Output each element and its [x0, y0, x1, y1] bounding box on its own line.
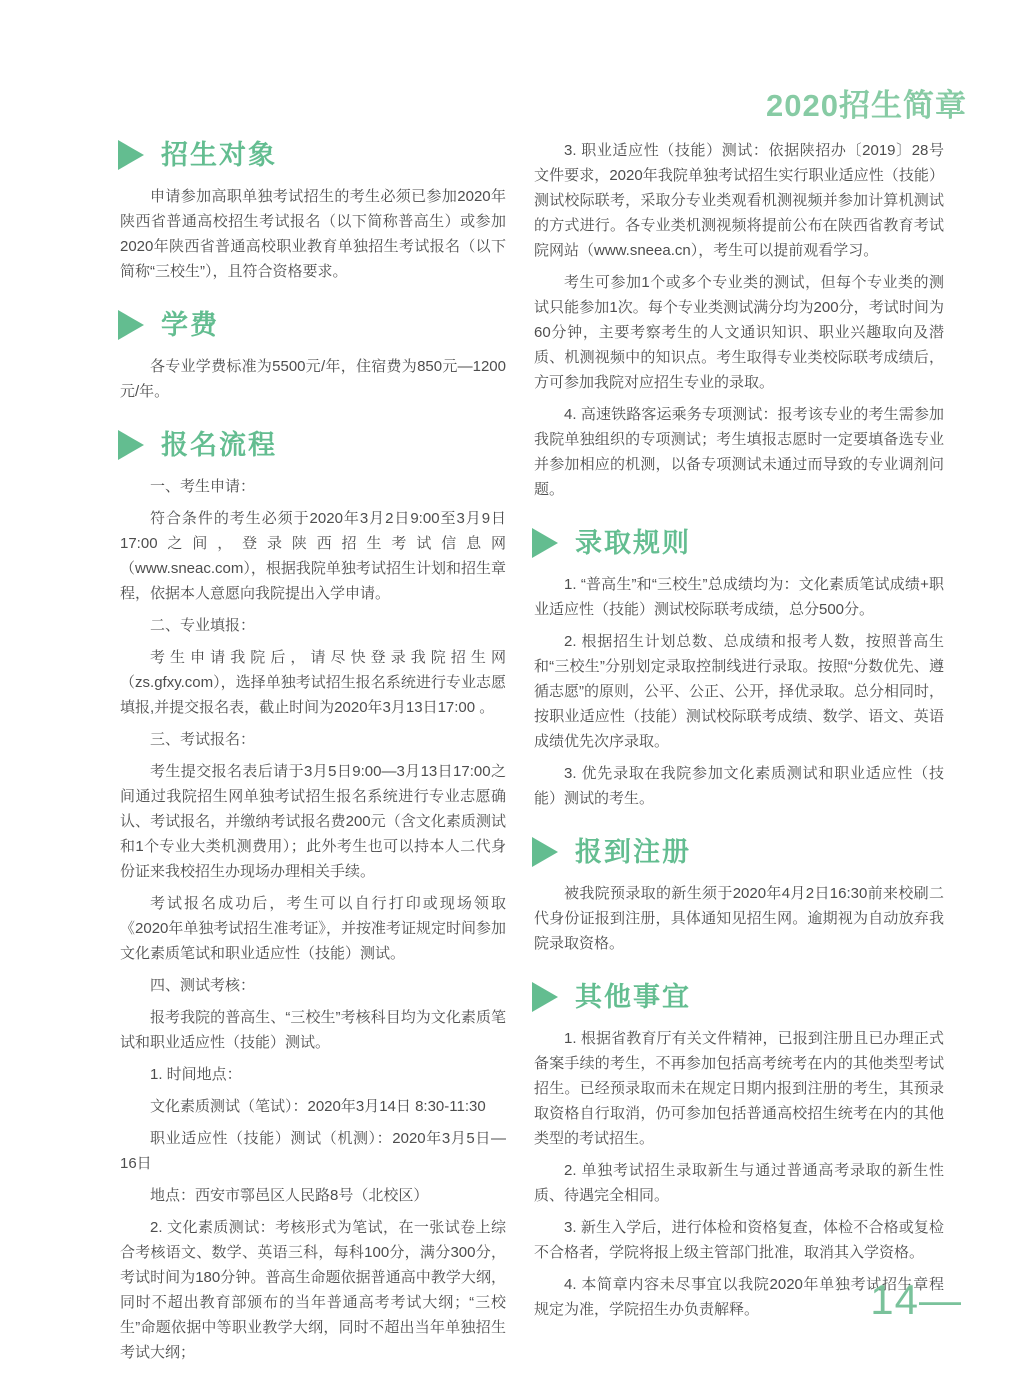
- paragraph: 2. 文化素质测试：考核形式为笔试，在一张试卷上综合考核语文、数学、英语三科，每科100分，满分300分，考试时间为180分钟。普高生命题依据普通高中教学大纲，同时不超出教育部颁布的当年普通高考考试大纲；“三校生”命题依据中等职业教学大纲，同时不超出当年单独招生考试大纲；: [120, 1219, 506, 1361]
- triangle-bullet-icon: [532, 837, 558, 867]
- section-admission-targets: [120, 138, 506, 284]
- section-header: [532, 526, 944, 560]
- paragraph: 3. 新生入学后，进行体检和资格复查，体检不合格或复检不合格者，学院将报上级主管部门批准，取消其入学资格。: [534, 1219, 944, 1261]
- section-header: [532, 980, 944, 1014]
- right-column: [534, 136, 944, 1372]
- triangle-bullet-icon: [118, 310, 144, 340]
- paragraph: 1. 时间地点：: [150, 1066, 242, 1083]
- paragraph: 考生提交报名表后请于3月5日9:00—3月13日17:00之间通过我院招生网单独考试招生报名系统进行专业志愿确认、考试报名，并缴纳考试报名费200元（含文化素质测试和1个专业大类机测费用）；此外考生也可以持本人二代身份证来我校招生办现场办理相关手续。: [120, 763, 506, 880]
- section-tuition: [120, 308, 506, 404]
- content-columns: [120, 136, 944, 1372]
- paragraph: 考生可参加1个或多个专业类的测试，但每个专业类的测试只能参加1次。每个专业类测试满分均为200分，考试时间为60分钟，主要考察考生的人文通识知识、职业兴趣取向及潜质、机测视频中的知识点。考生取得专业类校际联考成绩后，方可参加我院对应招生专业的录取。: [534, 274, 944, 391]
- paragraph: 考生申请我院后，请尽快登录我院招生网（zs.gfxy.com），选择单独考试招生报名系统进行专业志愿填报,并提交报名表，截止时间为2020年3月13日17:00 。: [120, 649, 506, 716]
- paragraph: 1. “普高生”和“三校生”总成绩均为：文化素质笔试成绩+职业适应性（技能）测试校际联考成绩，总分500分。: [534, 576, 944, 618]
- paragraph: 二、专业填报：: [150, 617, 256, 634]
- paragraph: 报考我院的普高生、“三校生”考核科目均为文化素质笔试和职业适应性（技能）测试。: [120, 1009, 506, 1051]
- paragraph: 2. 单独考试招生录取新生与通过普通高考录取的新生性质、待遇完全相同。: [534, 1162, 944, 1204]
- section-title: 学费: [161, 310, 219, 340]
- section-title: 其他事宜: [575, 982, 691, 1012]
- paragraph: 地点：西安市鄠邑区人民路8号（北校区）: [150, 1187, 429, 1204]
- paragraph: 1. 根据省教育厅有关文件精神，已报到注册且已办理正式备案手续的考生，不再参加包括高考统考在内的其他类型考试招生。已经预录取而未在规定日期内报到注册的考生，其预录取资格自行取消，仍可参加包括普通高校招生统考在内的其他类型的考试招生。: [534, 1030, 944, 1147]
- paragraph: 三、考试报名：: [150, 731, 256, 748]
- paragraph: 四、测试考核：: [150, 977, 256, 994]
- paragraph: 一、考生申请：: [150, 478, 256, 495]
- left-column: [120, 136, 506, 1372]
- page-title: 2020招生简章: [766, 88, 967, 123]
- section-header: [532, 835, 944, 869]
- paragraph: 4. 高速铁路客运乘务专项测试：报考该专业的考生需参加我院单独组织的专项测试；考生填报志愿时一定要填备选专业并参加相应的机测，以备专项测试未通过而导致的专业调剂问题。: [534, 406, 944, 498]
- section-check-in-registration: [534, 835, 944, 956]
- paragraph: 被我院预录取的新生须于2020年4月2日16:30前来校刷二代身份证报到注册，具体通知见招生网。逾期视为自动放弃我院录取资格。: [534, 885, 944, 952]
- section-title: 录取规则: [575, 528, 691, 558]
- section-other-matters: [534, 980, 944, 1322]
- triangle-bullet-icon: [118, 430, 144, 460]
- paragraph: 考试报名成功后，考生可以自行打印或现场领取《2020年单独考试招生准考证》，并按准考证规定时间参加文化素质笔试和职业适应性（技能）测试。: [120, 895, 506, 962]
- paragraph: 3. 优先录取在我院参加文化素质测试和职业适应性（技能）测试的考生。: [534, 765, 944, 807]
- section-title: 报名流程: [161, 430, 277, 460]
- paragraph: 各专业学费标准为5500元/年，住宿费为850元—1200元/年。: [120, 358, 506, 400]
- triangle-bullet-icon: [532, 528, 558, 558]
- triangle-bullet-icon: [118, 140, 144, 170]
- section-header: [118, 138, 506, 172]
- section-title: 招生对象: [161, 140, 277, 170]
- paragraph: 文化素质测试（笔试）：2020年3月14日 8:30-11:30: [150, 1098, 486, 1115]
- section-admission-rules: [534, 526, 944, 811]
- page-number: 14—: [870, 1276, 962, 1323]
- paragraph: 符合条件的考生必须于2020年3月2日9:00至3月9日17:00之间，登录陕西招生考试信息网（www.sneac.com），根据我院单独考试招生计划和招生章程，依据本人意愿向我院提出入学申请。: [120, 510, 506, 602]
- paragraph: 职业适应性（技能）测试（机测）：2020年3月5日—16日: [120, 1130, 506, 1172]
- section-registration-process: [120, 428, 506, 1365]
- paragraph: 4. 本简章内容未尽事宜以我院2020年单独考试招生章程规定为准，学院招生办负责解释。: [534, 1276, 944, 1318]
- paragraph: 2. 根据招生计划总数、总成绩和报考人数，按照普高生和“三校生”分别划定录取控制线进行录取。按照“分数优先、遵循志愿”的原则，公平、公正、公开，择优录取。总分相同时，按职业适应性（技能）测试校际联考成绩、数学、语文、英语成绩优先次序录取。: [534, 633, 944, 750]
- section-header: [118, 428, 506, 462]
- section-header: [118, 308, 506, 342]
- paragraph: 3. 职业适应性（技能）测试：依据陕招办〔2019〕28号文件要求，2020年我院单独考试招生实行职业适应性（技能）测试校际联考，采取分专业类观看机测视频并参加计算机测试的方式进行。各专业类机测视频将提前公布在陕西省教育考试院网站（www.sneea.cn），考生可以提前观看学习。: [534, 142, 944, 259]
- triangle-bullet-icon: [532, 982, 558, 1012]
- section-title: 报到注册: [575, 837, 691, 867]
- paragraph: 申请参加高职单独考试招生的考生必须已参加2020年陕西省普通高校招生考试报名（以下简称普高生）或参加2020年陕西省普通高校职业教育单独招生考试报名（以下简称“三校生”），且符合资格要求。: [120, 188, 506, 280]
